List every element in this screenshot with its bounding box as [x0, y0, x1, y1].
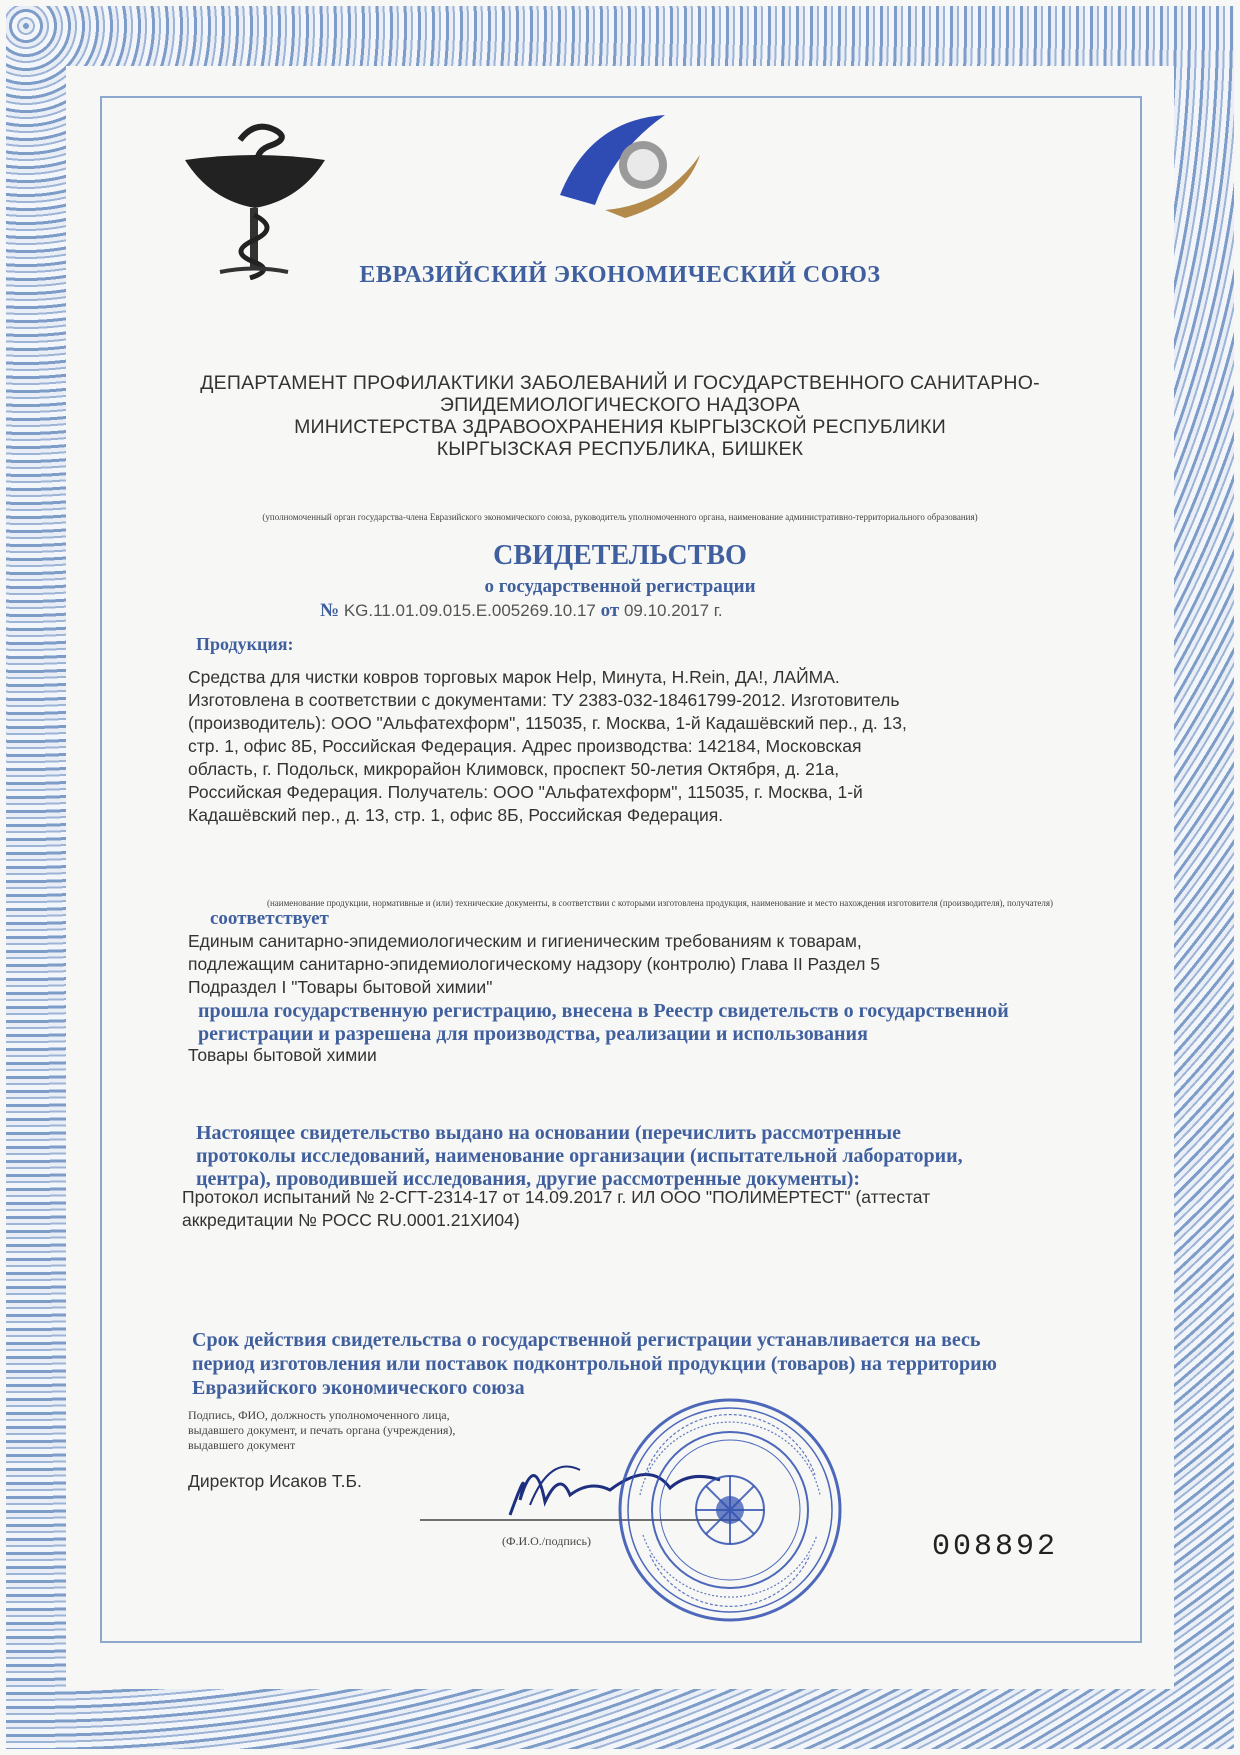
conformity-line: Подраздел I "Товары бытовой химии" [188, 977, 493, 997]
signature-note-line: выдавшего документ, и печать органа (учреждения), [188, 1423, 456, 1437]
product-note: (наименование продукции, нормативные и (или) технические документы, в соответствии с которыми изготовлена продукция, наименование и место нахождения изготовителя (производителя), получателя) [266, 898, 1054, 908]
certificate-subtitle: о государственной регистрации [484, 576, 756, 597]
signature-note-line: Подпись, ФИО, должность уполномоченного лица, [188, 1408, 450, 1422]
basis-statement [196, 1122, 1136, 1191]
product-label: Продукция: [196, 634, 294, 654]
fio-label: (Ф.И.О./подпись) [502, 1534, 591, 1548]
validity-line: Срок действия свидетельства о государственной регистрации устанавливается на весь [192, 1329, 981, 1351]
basis-line: протоколы исследований, наименование организации (испытательной лаборатории, [196, 1145, 963, 1167]
basis-value [182, 1186, 1082, 1232]
product-line: Кадашёвский пер., д. 13, стр. 1, офис 8Б, Российская Федерация. [188, 805, 724, 825]
basis-value-line: Протокол испытаний № 2-СГТ-2314-17 от 14.09.2017 г. ИЛ ООО "ПОЛИМЕРТЕСТ" (аттестат [182, 1187, 931, 1207]
authority-note: (уполномоченный орган государства-члена Евразийского экономического союза, руководитель уполномоченного органа, наименование административно-территориального образования) [262, 512, 978, 522]
serial-number: 008892 [932, 1530, 1059, 1564]
signature-note-line: выдавшего документ [188, 1438, 296, 1452]
signature-note [188, 1408, 455, 1453]
basis-line: Настоящее свидетельство выдано на основании (перечислить рассмотренные [196, 1122, 901, 1144]
conformity-line: Единым санитарно-эпидемиологическим и гигиеническим требованиям к товарам, [188, 931, 862, 951]
signer-name: Директор Исаков Т.Б. [188, 1471, 362, 1491]
authority-line: КЫРГЫЗСКАЯ РЕСПУБЛИКА, БИШКЕК [436, 438, 804, 460]
number-mark: № [320, 600, 340, 621]
product-description [188, 666, 1088, 827]
conformity-line: подлежащим санитарно-эпидемиологическому надзору (контролю) Глава II Раздел 5 [188, 954, 880, 974]
registration-line: регистрации и разрешена для производства, реализации и использования [198, 1023, 868, 1045]
authority-line: МИНИСТЕРСТВА ЗДРАВООХРАНЕНИЯ КЫРГЫЗСКОЙ РЕСПУБЛИКИ [294, 416, 946, 438]
product-line: (производитель): ООО "Альфатехформ", 115035, г. Москва, 1-й Кадашёвский пер., д. 13, [188, 713, 907, 733]
validity-line: Евразийского экономического союза [192, 1377, 525, 1399]
date-mark: от [600, 600, 620, 621]
eaeu-emblem-icon [555, 110, 705, 220]
basis-value-line: аккредитации № РОСС RU.0001.21ХИ04) [182, 1210, 520, 1230]
registration-line: прошла государственную регистрацию, внесена в Реестр свидетельств о государственной [198, 1000, 1009, 1022]
validity-statement [192, 1328, 1152, 1400]
product-line: область, г. Подольск, микрорайон Климовск, проспект 50-летия Октября, д. 21а, [188, 759, 840, 779]
certificate-number-line [320, 600, 723, 622]
bowl-of-hygieia-icon [180, 120, 330, 280]
product-line: стр. 1, офис 8Б, Российская Федерация. Адрес производства: 142184, Московская [188, 736, 862, 756]
product-line: Российская Федерация. Получатель: ООО "Альфатехформ", 115035, г. Москва, 1-й [188, 782, 863, 802]
authority-line: ДЕПАРТАМЕНТ ПРОФИЛАКТИКИ ЗАБОЛЕВАНИЙ И ГОСУДАРСТВЕННОГО САНИТАРНО- [200, 372, 1040, 394]
certificate-date: 09.10.2017 г. [623, 601, 723, 620]
certificate-number: KG.11.01.09.015.E.005269.10.17 [343, 601, 596, 620]
authority-line: ЭПИДЕМИОЛОГИЧЕСКОГО НАДЗОРА [439, 394, 801, 416]
product-line: Средства для чистки ковров торговых марок Help, Минута, H.Rein, ДА!, ЛАЙМА. [188, 667, 840, 687]
official-stamp [615, 1395, 845, 1625]
basis-line: центра), проводившей исследования, другие рассмотренные документы): [196, 1168, 861, 1190]
certificate-title: СВИДЕТЕЛЬСТВО [493, 540, 747, 571]
validity-line: период изготовления или поставок подконтрольной продукции (товаров) на территорию [192, 1353, 997, 1375]
product-line: Изготовлена в соответствии с документами: ТУ 2383-032-18461799-2012. Изготовитель [188, 690, 900, 710]
registration-statement [198, 1000, 1138, 1046]
authority-block [150, 372, 1090, 460]
registration-value: Товары бытовой химии [188, 1045, 377, 1065]
union-title: ЕВРАЗИЙСКИЙ ЭКОНОМИЧЕСКИЙ СОЮЗ [359, 262, 881, 288]
conformity-label: соответствует [210, 908, 329, 929]
conformity-text [188, 930, 1088, 999]
